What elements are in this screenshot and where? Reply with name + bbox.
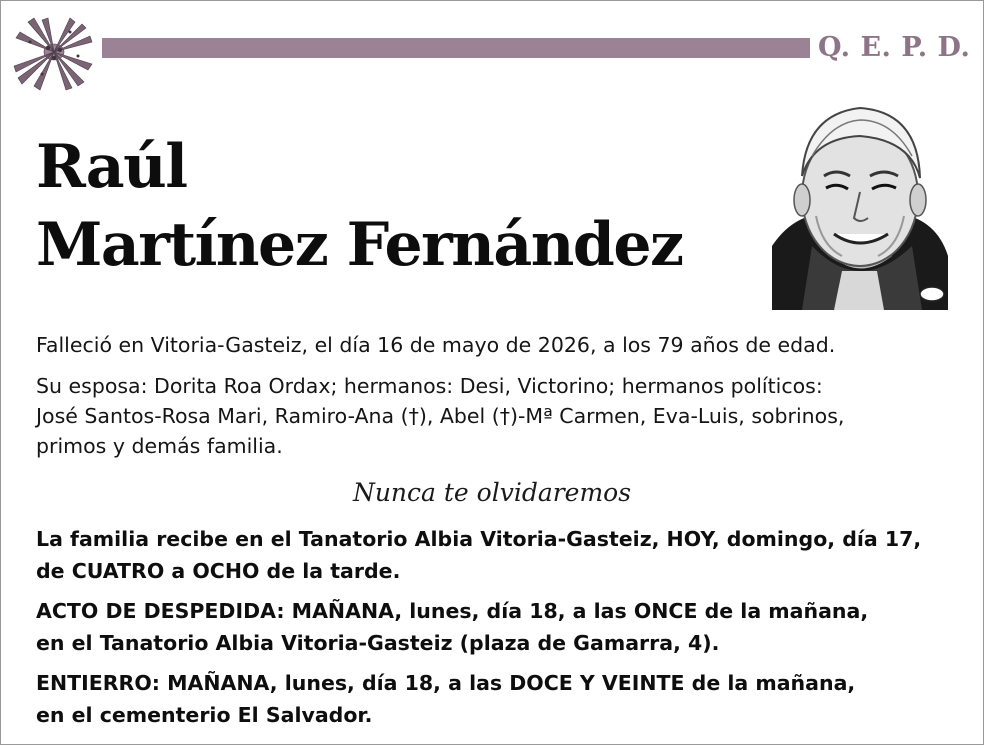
death-notice: Falleció en Vitoria-Gasteiz, el día 16 de mayo de 2026, a los 79 años de edad. [36,333,836,357]
surnames: Martínez Fernández [36,210,683,280]
memorial-motto: Nunca te olvidaremos [352,478,632,507]
header-rule [102,38,810,58]
burial-line: ENTIERRO: MAÑANA, lunes, día 18, a las DOCE Y VEINTE de la mañana, [36,671,856,695]
qepd-heading: Q. E. P. D. [818,32,971,63]
family-list [36,371,946,461]
farewell-line: ACTO DE DESPEDIDA: MAÑANA, lunes, día 18, a las ONCE de la mañana, [36,599,869,623]
burial-info [36,667,956,731]
wake-info [36,523,956,587]
flower-icon [12,12,96,92]
family-line: primos y demás familia. [36,434,283,458]
farewell-line: en el Tanatorio Albia Vitoria-Gasteiz (plaza de Gamarra, 4). [36,631,720,655]
deceased-name [36,128,683,284]
portrait-photo [772,96,948,310]
family-line: Su esposa: Dorita Roa Ordax; hermanos: Desi, Victorino; hermanos políticos: [36,374,823,398]
burial-line: en el cementerio El Salvador. [36,703,373,727]
first-name: Raúl [36,132,187,202]
wake-line: La familia recibe en el Tanatorio Albia Vitoria-Gasteiz, HOY, domingo, día 17, [36,527,922,551]
farewell-info [36,595,956,659]
family-line: José Santos-Rosa Mari, Ramiro-Ana (†), Abel (†)-Mª Carmen, Eva-Luis, sobrinos, [36,404,845,428]
wake-line: de CUATRO a OCHO de la tarde. [36,559,401,583]
